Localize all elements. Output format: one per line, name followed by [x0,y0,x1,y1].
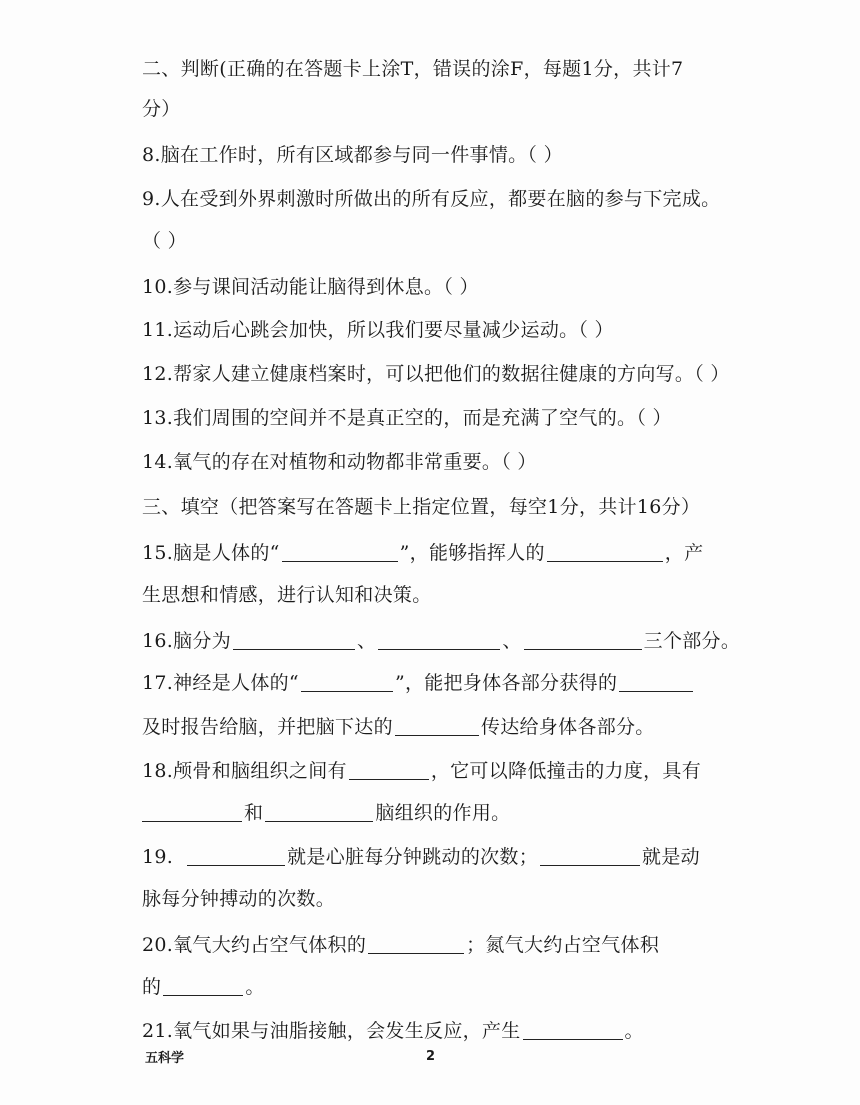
question-18-line2 [142,800,510,826]
q16-blank-2 [378,631,500,650]
question-14: 14.氧气的存在对植物和动物都非常重要。（ ） [142,451,537,473]
question-15-line2: 生思想和情感，进行认知和决策。 [142,584,432,606]
question-19-line1 [142,844,700,870]
q16-blank-3 [524,631,642,650]
question-20-line2 [142,974,265,1000]
q15-text-c: ，产 [664,542,704,564]
q18-text-b: ，它可以降低撞击的力度，具有 [430,760,702,782]
question-17-line2 [142,714,655,740]
q15-text-b: ”，能够指挥人的 [399,542,545,564]
q18-text-a: 18.颅骨和脑组织之间有 [142,760,347,782]
q17-line2-text-a: 及时报告给脑，并把脑下达的 [142,716,393,738]
section2-heading-line1: 二、判断(正确的在答题卡上涂T，错误的涂F，每题1分，共计7 [142,58,684,80]
q18-blank-2 [142,803,242,822]
q19-blank-1 [187,847,285,866]
question-12: 12.帮家人建立健康档案时，可以把他们的数据往健康的方向写。（ ） [142,363,730,385]
q17-blank-2 [619,673,693,692]
q17-text-a: 17.神经是人体的“ [142,672,299,694]
footer-subject: 五科学 [145,1051,185,1066]
q18-line2-text-a: 和 [244,802,264,824]
q16-text-a: 16.脑分为 [142,630,232,652]
q16-blank-1 [233,631,355,650]
q17-line2-text-b: 传达给身体各部分。 [480,716,655,738]
q21-text-b: 。 [624,1020,644,1042]
q17-blank-1 [301,673,393,692]
q21-blank-1 [523,1021,623,1040]
q20-line2-text-a: 的 [142,976,162,998]
question-9-line1: 9.人在受到外界刺激时所做出的所有反应，都要在脑的参与下完成。 [142,188,721,210]
q19-blank-2 [540,847,640,866]
q21-text-a: 21.氧气如果与油脂接触，会发生反应，产生 [142,1020,521,1042]
q18-line2-text-b: 脑组织的作用。 [375,802,511,824]
question-21 [142,1018,644,1044]
q19-text-a: 19. [142,846,174,868]
question-20-line1 [142,932,659,958]
q20-text-a: 20.氧气大约占空气体积的 [142,934,367,956]
q20-blank-1 [368,935,464,954]
question-11: 11.运动后心跳会加快，所以我们要尽量减少运动。（ ） [142,319,614,341]
q17-text-b: ”，能把身体各部分获得的 [394,672,618,694]
q15-text-a: 15.脑是人体的“ [142,542,280,564]
q16-text-c: 、 [502,630,522,652]
question-18-line1 [142,758,701,784]
footer-page-number: 2 [426,1049,436,1064]
q16-text-b: 、 [357,630,377,652]
q18-blank-1 [349,761,429,780]
section2-heading-line2: 分） [142,98,181,120]
q20-line2-text-b: 。 [245,976,265,998]
q16-text-d: 三个部分。 [643,630,741,652]
section3-heading: 三、填空（把答案写在答题卡上指定位置，每空1分，共计16分） [142,496,701,518]
question-8: 8.脑在工作时，所有区域都参与同一件事情。（ ） [142,144,563,166]
q18-blank-3 [265,803,373,822]
question-13: 13.我们周围的空间并不是真正空的，而是充满了空气的。（ ） [142,407,672,429]
q15-blank-1 [282,543,398,562]
q20-text-b: ；氮气大约占空气体积 [466,934,660,956]
question-16 [142,628,740,654]
q19-text-c: 就是动 [642,846,700,868]
q20-blank-2 [163,977,243,996]
q19-text-b: 就是心脏每分钟跳动的次数； [287,846,539,868]
question-10: 10.参与课间活动能让脑得到休息。（ ） [142,276,479,298]
q17-blank-3 [395,717,479,736]
question-19-line2: 脉每分钟搏动的次数。 [142,888,336,910]
question-17-line1 [142,670,695,696]
question-9-line2: （ ） [142,230,187,252]
question-15-line1 [142,540,703,566]
q15-blank-2 [547,543,663,562]
